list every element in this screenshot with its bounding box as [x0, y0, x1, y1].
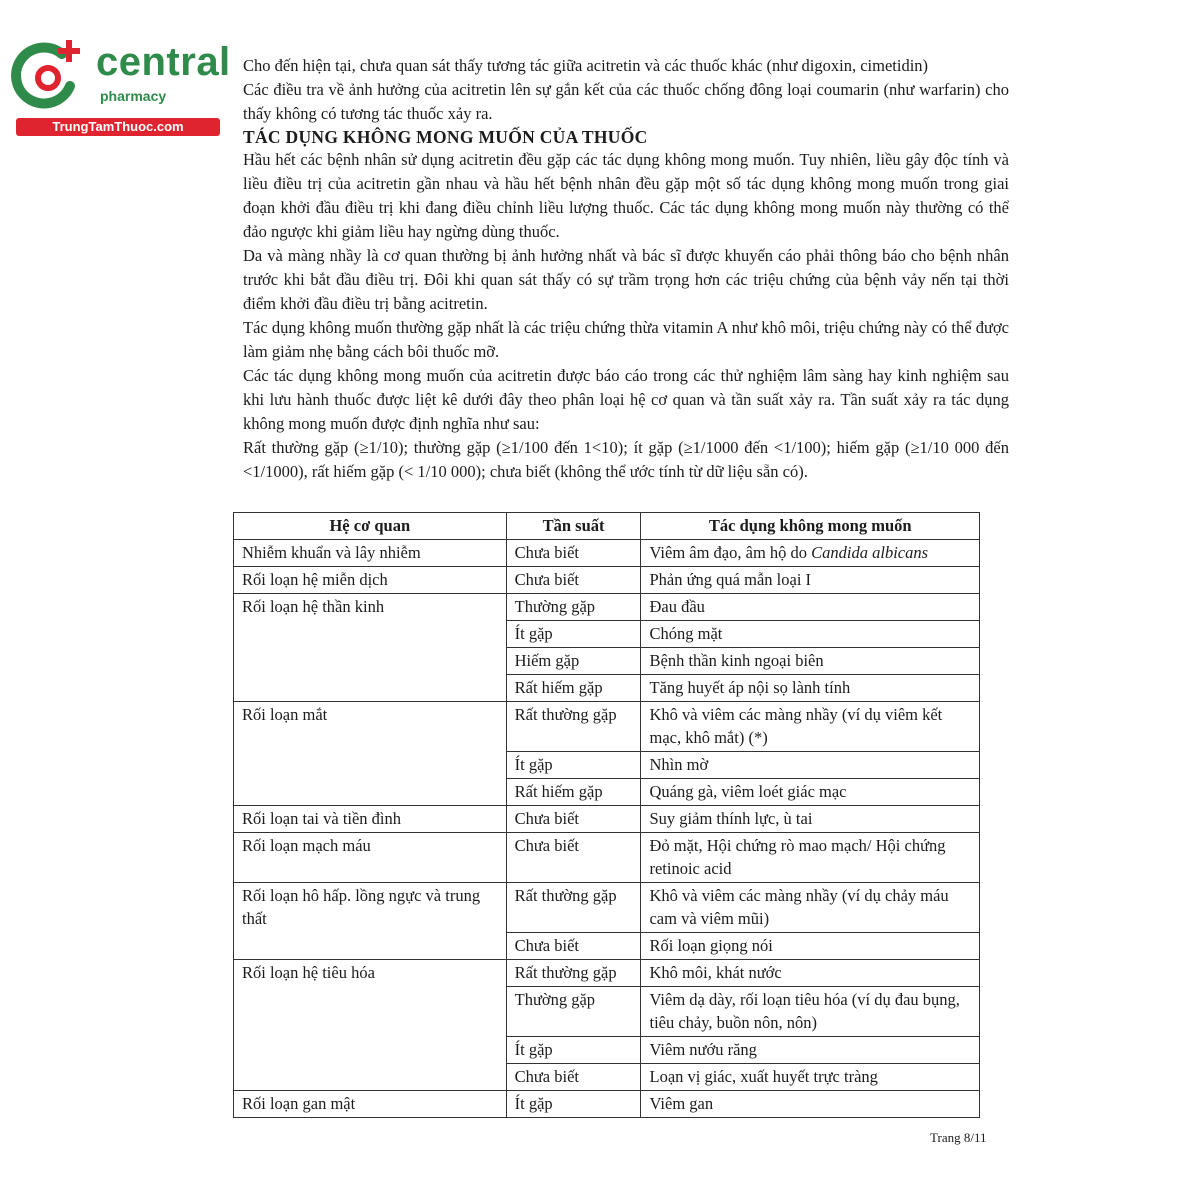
effect-cell: [641, 648, 980, 675]
effect-text: Viêm âm đạo, âm hộ do: [649, 543, 812, 562]
effect-cell: [641, 883, 980, 933]
document-page: [243, 54, 1009, 484]
table-row: [234, 806, 980, 833]
table-header-row: [234, 513, 980, 540]
effect-text: Khô môi, khát nước: [649, 963, 782, 982]
page-number: Trang 8/11: [930, 1130, 987, 1145]
effect-cell: [641, 702, 980, 752]
effect-text: Loạn vị giác, xuất huyết trực tràng: [649, 1067, 878, 1086]
organ-cell: Rối loạn tai và tiền đình: [234, 806, 507, 833]
paragraph: Cho đến hiện tại, chưa quan sát thấy tương tác giữa acitretin và các thuốc khác (như digoxin, cimetidin): [243, 56, 929, 75]
frequency-cell: Ít gặp: [506, 621, 641, 648]
brand-name: central: [96, 40, 231, 84]
column-header: Hệ cơ quan: [234, 513, 507, 540]
table-row: [234, 567, 980, 594]
organ-cell: Rối loạn mắt: [234, 702, 507, 806]
frequency-cell: Rất hiếm gặp: [506, 779, 641, 806]
effect-text: Đau đầu: [649, 597, 705, 616]
effect-cell: [641, 1037, 980, 1064]
organ-cell: Rối loạn gan mật: [234, 1091, 507, 1118]
paragraph: Tác dụng không muốn thường gặp nhất là các triệu chứng thừa vitamin A như khô môi, triệu chứng này có thể được làm giảm nhẹ bằng cách bôi thuốc mỡ.: [243, 318, 1009, 361]
paragraph: Hầu hết các bệnh nhân sử dụng acitretin đều gặp các tác dụng không mong muốn. Tuy nhiên, liều gây độc tính và liều điều trị của acitretin gần nhau và hầu hết bệnh nhân đều gặp một số tác dụng không mong muốn trong giai đoạn khởi đầu điều trị khi đang điều chỉnh liều lượng thuốc. Các tác dụng không mong muốn này thường có thể đảo ngược khi giảm liều hay ngừng dùng thuốc.: [243, 150, 1009, 241]
effect-cell: [641, 594, 980, 621]
organ-cell: Rối loạn hô hấp. lồng ngực và trung thất: [234, 883, 507, 960]
frequency-cell: Chưa biết: [506, 933, 641, 960]
brand-url: TrungTamThuoc.com: [16, 118, 220, 136]
frequency-cell: Rất thường gặp: [506, 702, 641, 752]
frequency-cell: Ít gặp: [506, 1037, 641, 1064]
effect-cell: [641, 779, 980, 806]
paragraph: Các điều tra về ảnh hưởng của acitretin lên sự gắn kết của các thuốc chống đông loại coumarin (như warfarin) cho thấy không có tương tác thuốc xảy ra.: [243, 80, 1009, 123]
frequency-cell: Chưa biết: [506, 806, 641, 833]
effect-text: Quáng gà, viêm loét giác mạc: [649, 782, 847, 801]
organ-cell: Rối loạn hệ thần kinh: [234, 594, 507, 702]
side-effects-table: [233, 512, 980, 1118]
effect-text: Khô và viêm các màng nhầy (ví dụ viêm kết mạc, khô mắt) (*): [649, 705, 943, 747]
effect-text: Tăng huyết áp nội sọ lành tính: [649, 678, 851, 697]
effect-cell: [641, 621, 980, 648]
effect-text: Chóng mặt: [649, 624, 723, 643]
section-title: TÁC DỤNG KHÔNG MONG MUỐN CỦA THUỐC: [243, 127, 648, 147]
effect-cell: [641, 987, 980, 1037]
table-row: [234, 540, 980, 567]
column-header: Tác dụng không mong muốn: [641, 513, 980, 540]
table-row: [234, 883, 980, 933]
table-row: [234, 960, 980, 987]
organ-cell: Nhiễm khuẩn và lây nhiễm: [234, 540, 507, 567]
frequency-cell: Thường gặp: [506, 594, 641, 621]
effect-text: Rối loạn giọng nói: [649, 936, 773, 955]
frequency-cell: Rất hiếm gặp: [506, 675, 641, 702]
column-header: Tần suất: [506, 513, 641, 540]
frequency-cell: Hiếm gặp: [506, 648, 641, 675]
frequency-cell: Ít gặp: [506, 752, 641, 779]
effect-cell: [641, 833, 980, 883]
frequency-cell: Chưa biết: [506, 1064, 641, 1091]
pharmacy-cross-icon: [10, 38, 86, 114]
paragraph: Các tác dụng không mong muốn của acitretin được báo cáo trong các thử nghiệm lâm sàng hay kinh nghiệm sau khi lưu hành thuốc được liệt kê dưới đây theo phân loại hệ cơ quan và tần suất xảy ra. Tần suất xảy ra tác dụng không mong muốn được định nghĩa như sau:: [243, 366, 1009, 433]
effect-cell: [641, 540, 980, 567]
effect-cell: [641, 806, 980, 833]
effect-text: Suy giảm thính lực, ù tai: [649, 809, 813, 828]
table-row: [234, 594, 980, 621]
table-row: [234, 1091, 980, 1118]
effect-text: Đỏ mặt, Hội chứng rò mao mạch/ Hội chứng retinoic acid: [649, 836, 946, 878]
effect-cell: [641, 675, 980, 702]
frequency-cell: Chưa biết: [506, 833, 641, 883]
effect-cell: [641, 933, 980, 960]
paragraph: Rất thường gặp (≥1/10); thường gặp (≥1/100 đến 1<10); ít gặp (≥1/1000 đến <1/100); hiếm gặp (≥1/10 000 đến <1/1000), rất hiếm gặp (< 1/10 000); chưa biết (không thể ước tính từ dữ liệu sẵn có).: [243, 438, 1009, 481]
organ-cell: Rối loạn mạch máu: [234, 833, 507, 883]
effect-text: Nhìn mờ: [649, 755, 709, 774]
organ-cell: Rối loạn hệ tiêu hóa: [234, 960, 507, 1091]
frequency-cell: Rất thường gặp: [506, 960, 641, 987]
effect-italic-text: Candida albicans: [811, 543, 929, 562]
effect-cell: [641, 960, 980, 987]
effect-cell: [641, 567, 980, 594]
effect-cell: [641, 752, 980, 779]
effect-cell: [641, 1064, 980, 1091]
brand-logo: [10, 38, 231, 138]
effect-cell: [641, 1091, 980, 1118]
table-body: [234, 540, 980, 1118]
organ-cell: Rối loạn hệ miễn dịch: [234, 567, 507, 594]
brand-sub: pharmacy: [100, 88, 167, 104]
frequency-cell: Rất thường gặp: [506, 883, 641, 933]
frequency-cell: Ít gặp: [506, 1091, 641, 1118]
effect-text: Viêm dạ dày, rối loạn tiêu hóa (ví dụ đau bụng, tiêu chảy, buồn nôn, nôn): [649, 990, 960, 1032]
frequency-cell: Chưa biết: [506, 567, 641, 594]
paragraph: Da và màng nhầy là cơ quan thường bị ảnh hưởng nhất và bác sĩ được khuyến cáo phải thông báo cho bệnh nhân trước khi bắt đầu điều trị. Đôi khi quan sát thấy có sự trầm trọng hơn các triệu chứng của bệnh vảy nến tại thời điểm khởi đầu điều trị bằng acitretin.: [243, 246, 1009, 313]
frequency-cell: Thường gặp: [506, 987, 641, 1037]
table-row: [234, 833, 980, 883]
effect-text: Viêm gan: [649, 1094, 714, 1113]
effect-text: Khô và viêm các màng nhầy (ví dụ chảy máu cam và viêm mũi): [649, 886, 949, 928]
effect-text: Viêm nướu răng: [649, 1040, 757, 1059]
effect-text: Phản ứng quá mẫn loại I: [649, 570, 812, 589]
frequency-cell: Chưa biết: [506, 540, 641, 567]
table-row: [234, 702, 980, 752]
effect-text: Bệnh thần kinh ngoại biên: [649, 651, 824, 670]
